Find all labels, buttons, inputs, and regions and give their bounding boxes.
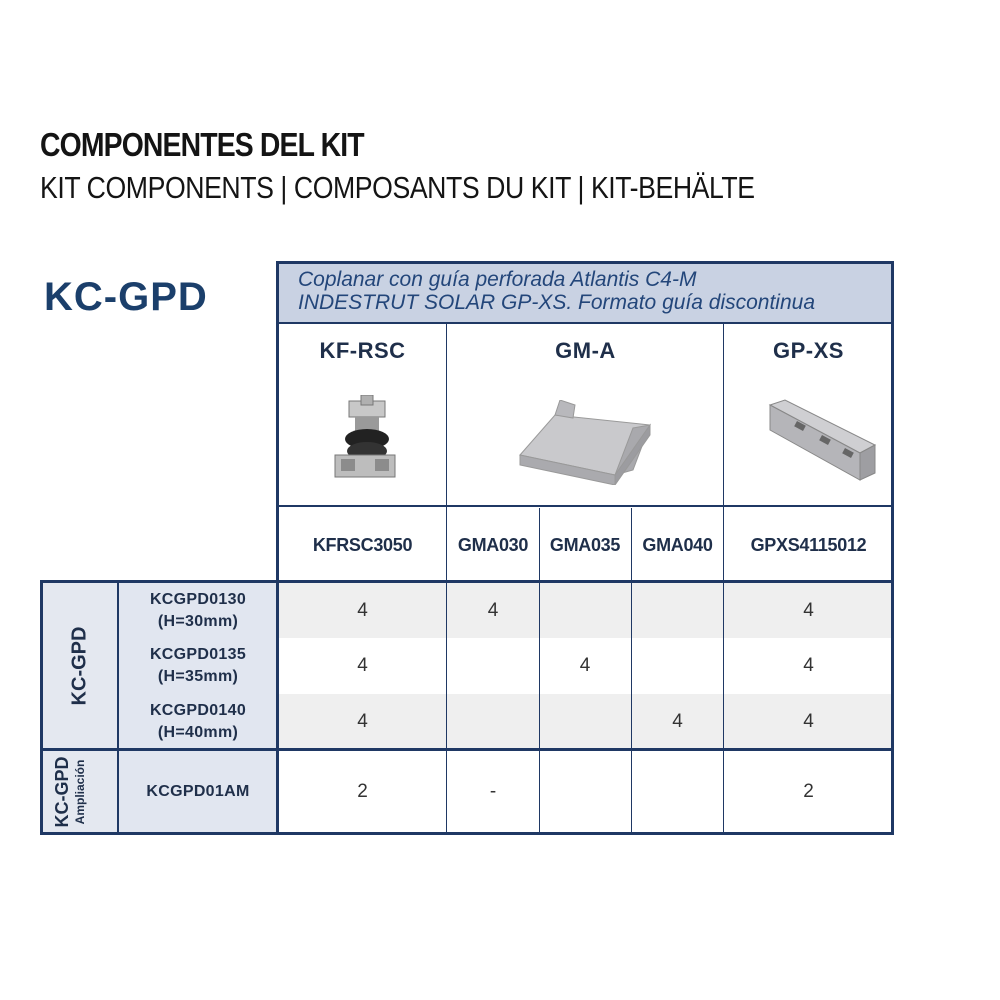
quantity-cell: 4 [672,710,683,732]
quantity-cell: 4 [357,655,368,676]
row-code: KCGPD0135 [149,646,247,663]
description-line-2: INDESTRUT SOLAR GP-XS. Formato guía discontinua [298,291,816,314]
rail-connector-icon [515,400,655,485]
group-divider [117,580,119,835]
page-title: COMPONENTES DEL KIT [40,126,364,163]
ampliacion-divider [40,748,894,751]
perforated-rail-icon [765,395,880,490]
clamp-icon [325,395,405,490]
row-code: KCGPD0130 [149,590,247,608]
col-divider-3 [631,508,632,833]
quantity-cell [539,751,631,833]
quantity-cell: 4 [579,655,591,676]
reference-gpxs4115012: GPXS4115012 [750,534,867,555]
col-divider-2 [539,508,540,833]
row-code-kcgpd0130 [118,583,278,638]
quantity-cell [539,583,631,638]
quantity-cell [539,694,631,749]
reference-kfrsc3050: KFRSC3050 [312,534,413,555]
quantity-cell [631,751,724,833]
quantity-cell: 4 [803,599,814,621]
quantity-cell: 4 [803,655,814,676]
product-name-gm-a: GM-A [555,338,616,363]
page-subtitle: KIT COMPONENTS | COMPOSANTS DU KIT | KIT-BEHÄLTE [40,170,755,205]
quantity-cell [631,583,724,638]
quantity-cell: - [489,781,497,802]
image-divider [278,505,891,507]
row-height: (H=30mm) [157,612,239,630]
group-label-sub: Ampliación [73,759,87,825]
group-label-main: KC-GPD [52,756,72,828]
row-code-kcgpd0140 [118,694,278,749]
product-name-kf-rsc: KF-RSC [319,338,406,363]
reference-gma030: GMA030 [457,534,529,555]
group-left-border [40,580,43,835]
kit-code: KC-GPD [44,275,208,319]
row-code-kcgpd0135 [118,638,278,694]
col-divider-4 [723,323,724,833]
quantity-cell [447,638,539,694]
description-line-1: Coplanar con guía perforada Atlantis C4-M [298,268,697,291]
quantity-cell [447,694,539,749]
reference-gma040: GMA040 [642,534,713,555]
table-top-border [276,261,894,264]
header-bottom-border [40,580,894,583]
quantity-cell: 4 [487,599,499,621]
group-label-kc-gpd-ampliacion [53,757,89,828]
group-label-kc-gpd: KC-GPD [68,626,91,706]
row-height: (H=35mm) [157,668,239,685]
table-bottom-border [40,832,894,835]
col-divider-1 [446,323,447,833]
description-divider [276,322,894,324]
quantity-cell: 2 [357,781,368,802]
quantity-cell [631,638,724,694]
quantity-cell: 4 [357,599,368,621]
row-code: KCGPD0140 [149,701,247,719]
row-height: (H=40mm) [157,723,239,741]
reference-gma035: GMA035 [549,534,621,555]
product-name-gp-xs: GP-XS [773,338,844,363]
row-code-kcgpd01am: KCGPD01AM [146,783,250,800]
quantity-cell: 4 [357,710,368,732]
kit-description [298,268,815,314]
quantity-cell: 2 [803,781,814,802]
quantity-cell: 4 [803,710,814,732]
